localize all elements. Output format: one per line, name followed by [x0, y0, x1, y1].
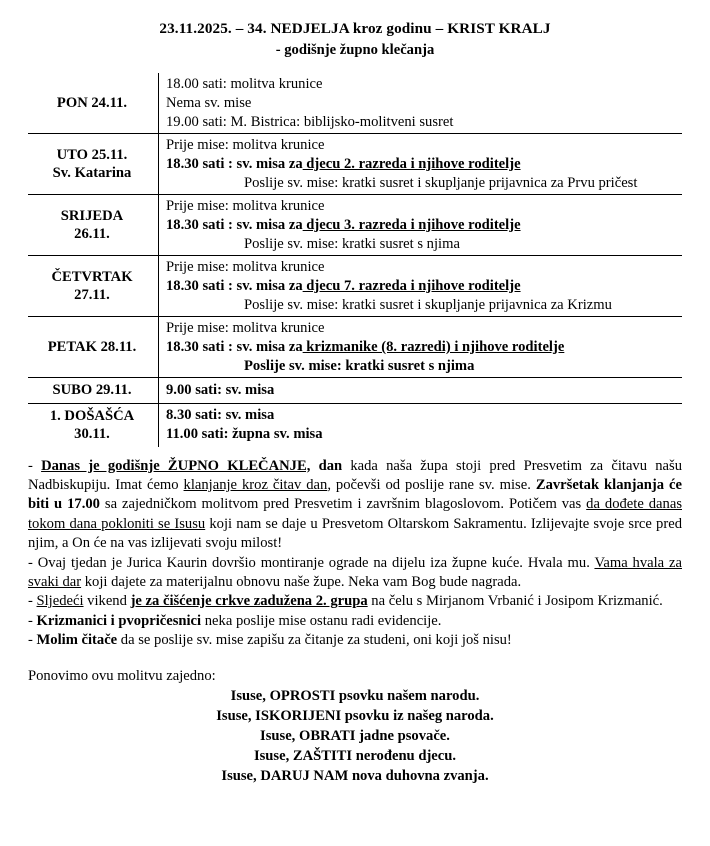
schedule-body — [28, 73, 682, 446]
p5-text-1: da se poslije sv. mise zapišu za čitanje za studeni, oni koji još nisu! — [117, 632, 512, 649]
schedule-detail-line: Poslije sv. mise: kratki susret s njima — [244, 357, 475, 374]
schedule-day-cell — [28, 317, 159, 378]
p3-bold-underline: je za čišćenje crkve zadužena 2. grupa — [130, 593, 368, 610]
detail-line-prefix: 18.30 sati : sv. misa za — [166, 278, 303, 295]
prayer-intro: Ponovimo ovu molitvu zajedno: — [28, 667, 216, 684]
announcement-paragraph-4 — [28, 612, 682, 631]
p1-bold-underline: Danas je godišnje ŽUPNO KLEČANJE, — [41, 457, 311, 474]
schedule-detail-line: Prije mise: molitva krunice — [166, 259, 325, 276]
p4-text-1: neka poslije mise ostanu radi evidencije. — [201, 612, 442, 629]
schedule-day-label: SUBO 29.11. — [52, 382, 132, 399]
schedule-day-cell — [28, 73, 159, 134]
schedule-day-sublabel: 30.11. — [74, 426, 110, 443]
detail-line-underlined: krizmanike (8. razredi) i njihove roditelje — [302, 339, 565, 356]
announcement-paragraph-1 — [28, 457, 682, 554]
weekly-schedule-table — [28, 73, 682, 446]
p3-underline-1: Sljedeći — [36, 593, 84, 610]
p2-underline-1: Vama hvala za svaki dar — [28, 554, 682, 590]
prayer-line: Isuse, ZAŠTITI nerođenu djecu. — [253, 747, 457, 764]
table-row — [28, 403, 682, 446]
p5-bold-1: Molim čitače — [36, 632, 118, 649]
schedule-detail-cell — [159, 73, 683, 134]
p2-text-2: koji dajete za materijalnu obnovu naše župe. Neka vam Bog bude nagrada. — [81, 573, 522, 590]
schedule-day-cell — [28, 195, 159, 256]
prayer-line: Isuse, ISKORIJENI psovku iz našeg naroda. — [216, 707, 494, 724]
schedule-day-label: 1. DOŠAŠĆA — [49, 407, 135, 424]
detail-line-underlined: djecu 7. razreda i njihove roditelje — [302, 278, 521, 295]
detail-line-prefix: 18.30 sati : sv. misa za — [166, 155, 303, 172]
schedule-detail-cell — [159, 256, 683, 317]
title-line-secondary: - godišnje župno klečanja — [275, 41, 435, 58]
schedule-day-label: PETAK 28.11. — [47, 339, 137, 356]
table-row — [28, 378, 682, 403]
detail-line-prefix: 18.30 sati : sv. misa za — [166, 339, 303, 356]
p1-bold-2: Završetak klanjanja će biti u 17.00 — [28, 476, 682, 513]
p1-text-2: , počevši od poslije rane sv. mise. — [327, 476, 536, 493]
schedule-detail-line: Poslije sv. mise: kratki susret i skupljanje prijavnica za Krizmu — [244, 296, 612, 313]
table-row — [28, 256, 682, 317]
schedule-detail-line — [166, 277, 680, 296]
schedule-detail-line: Poslije sv. mise: kratki susret s njima — [244, 235, 460, 252]
p4-bold-1: Krizmanici i pvopričesnici — [36, 612, 202, 629]
schedule-detail-cell — [159, 378, 683, 403]
schedule-detail-line: 11.00 sati: župna sv. misa — [166, 426, 323, 443]
announcement-paragraph-2 — [28, 554, 682, 593]
announcement-paragraph-3 — [28, 592, 682, 611]
schedule-detail-cell — [159, 134, 683, 195]
schedule-detail-line: Prije mise: molitva krunice — [166, 320, 325, 337]
p1-underline-1: klanjanje kroz čitav dan — [183, 476, 328, 493]
schedule-detail-line: Nema sv. mise — [166, 94, 252, 111]
table-row — [28, 73, 682, 134]
schedule-day-sublabel: 26.11. — [74, 226, 110, 243]
detail-line-prefix: 18.30 sati : sv. misa za — [166, 217, 303, 233]
schedule-day-sublabel: Sv. Katarina — [52, 165, 132, 182]
p1-bold-plain: dan — [310, 457, 343, 474]
p5-dash: - — [28, 632, 37, 649]
p4-dash: - — [28, 612, 37, 629]
schedule-day-label: UTO 25.11. — [56, 146, 128, 163]
schedule-day-label: ČETVRTAK — [51, 268, 133, 285]
schedule-day-cell — [28, 403, 159, 446]
schedule-day-cell — [28, 378, 159, 403]
schedule-day-sublabel: 27.11. — [74, 287, 110, 304]
prayer-line: Isuse, OPROSTI psovku našem narodu. — [230, 687, 480, 704]
p3-text-2: na čelu s Mirjanom Vrbanić i Josipom Krizmanić. — [367, 593, 663, 610]
schedule-day-label: SRIJEDA — [60, 207, 124, 224]
prayer-line: Isuse, OBRATI jadne psovače. — [260, 727, 450, 744]
detail-line-underlined: djecu 2. razreda i njihove roditelje — [302, 155, 521, 172]
prayer-line: Isuse, DARUJ NAM nova duhovna zvanja. — [221, 767, 489, 784]
p2-text-1: - Ovaj tjedan je Jurica Kaurin dovršio montiranje ograde na dijelu iza župne kuće. Hvala mu. — [28, 554, 595, 571]
p1-underline-2: da dođete danas tokom dana pokloniti se Isusu — [28, 496, 682, 532]
schedule-day-cell — [28, 134, 159, 195]
schedule-detail-line: 9.00 sati: sv. misa — [166, 382, 275, 399]
announcements-section — [28, 457, 682, 651]
schedule-detail-line: Prije mise: molitva krunice — [166, 198, 325, 215]
schedule-detail-line — [166, 216, 680, 235]
schedule-detail-line: Prije mise: molitva krunice — [166, 137, 325, 154]
p1-dash: - — [28, 457, 42, 474]
schedule-detail-cell — [159, 195, 683, 256]
schedule-detail-line: 8.30 sati: sv. misa — [166, 407, 275, 424]
schedule-detail-line — [166, 338, 680, 357]
p1-text-3: sa zajedničkom molitvom pred Presvetim i završnim blagoslovom. Potičem vas — [99, 496, 587, 513]
schedule-detail-line: 18.00 sati: molitva krunice — [166, 76, 323, 93]
page-title — [0, 0, 710, 60]
announcement-paragraph-5 — [28, 631, 682, 650]
table-row — [28, 317, 682, 378]
p3-dash: - — [28, 593, 37, 610]
detail-line-underlined: djecu 3. razreda i njihove roditelje — [302, 217, 521, 233]
p3-text-1: vikend — [83, 593, 131, 610]
schedule-detail-cell — [159, 403, 683, 446]
schedule-detail-line — [166, 155, 680, 174]
prayer-lines — [28, 687, 682, 787]
table-row — [28, 134, 682, 195]
table-row — [28, 195, 682, 256]
schedule-detail-cell — [159, 317, 683, 378]
title-line-primary: 23.11.2025. – 34. NEDJELJA kroz godinu – KRIST KRALJ — [159, 20, 551, 37]
schedule-detail-line: Poslije sv. mise: kratki susret i skupljanje prijavnica za Prvu pričest — [244, 174, 638, 191]
p1-text-1: kada naša župa stoji pred Presvetim za čitavu našu Nadbiskupiju. Imat ćemo — [28, 457, 682, 493]
p1-text-4: koji nam se daje u Presvetom Oltarskom Sakramentu. Izlijevajte svoje srce pred njim, a On će na vas izlijevati svoju milost! — [28, 515, 682, 552]
schedule-day-cell — [28, 256, 159, 317]
schedule-day-label: PON 24.11. — [56, 95, 128, 112]
schedule-detail-line: 19.00 sati: M. Bistrica: biblijsko-molitveni susret — [166, 113, 454, 130]
